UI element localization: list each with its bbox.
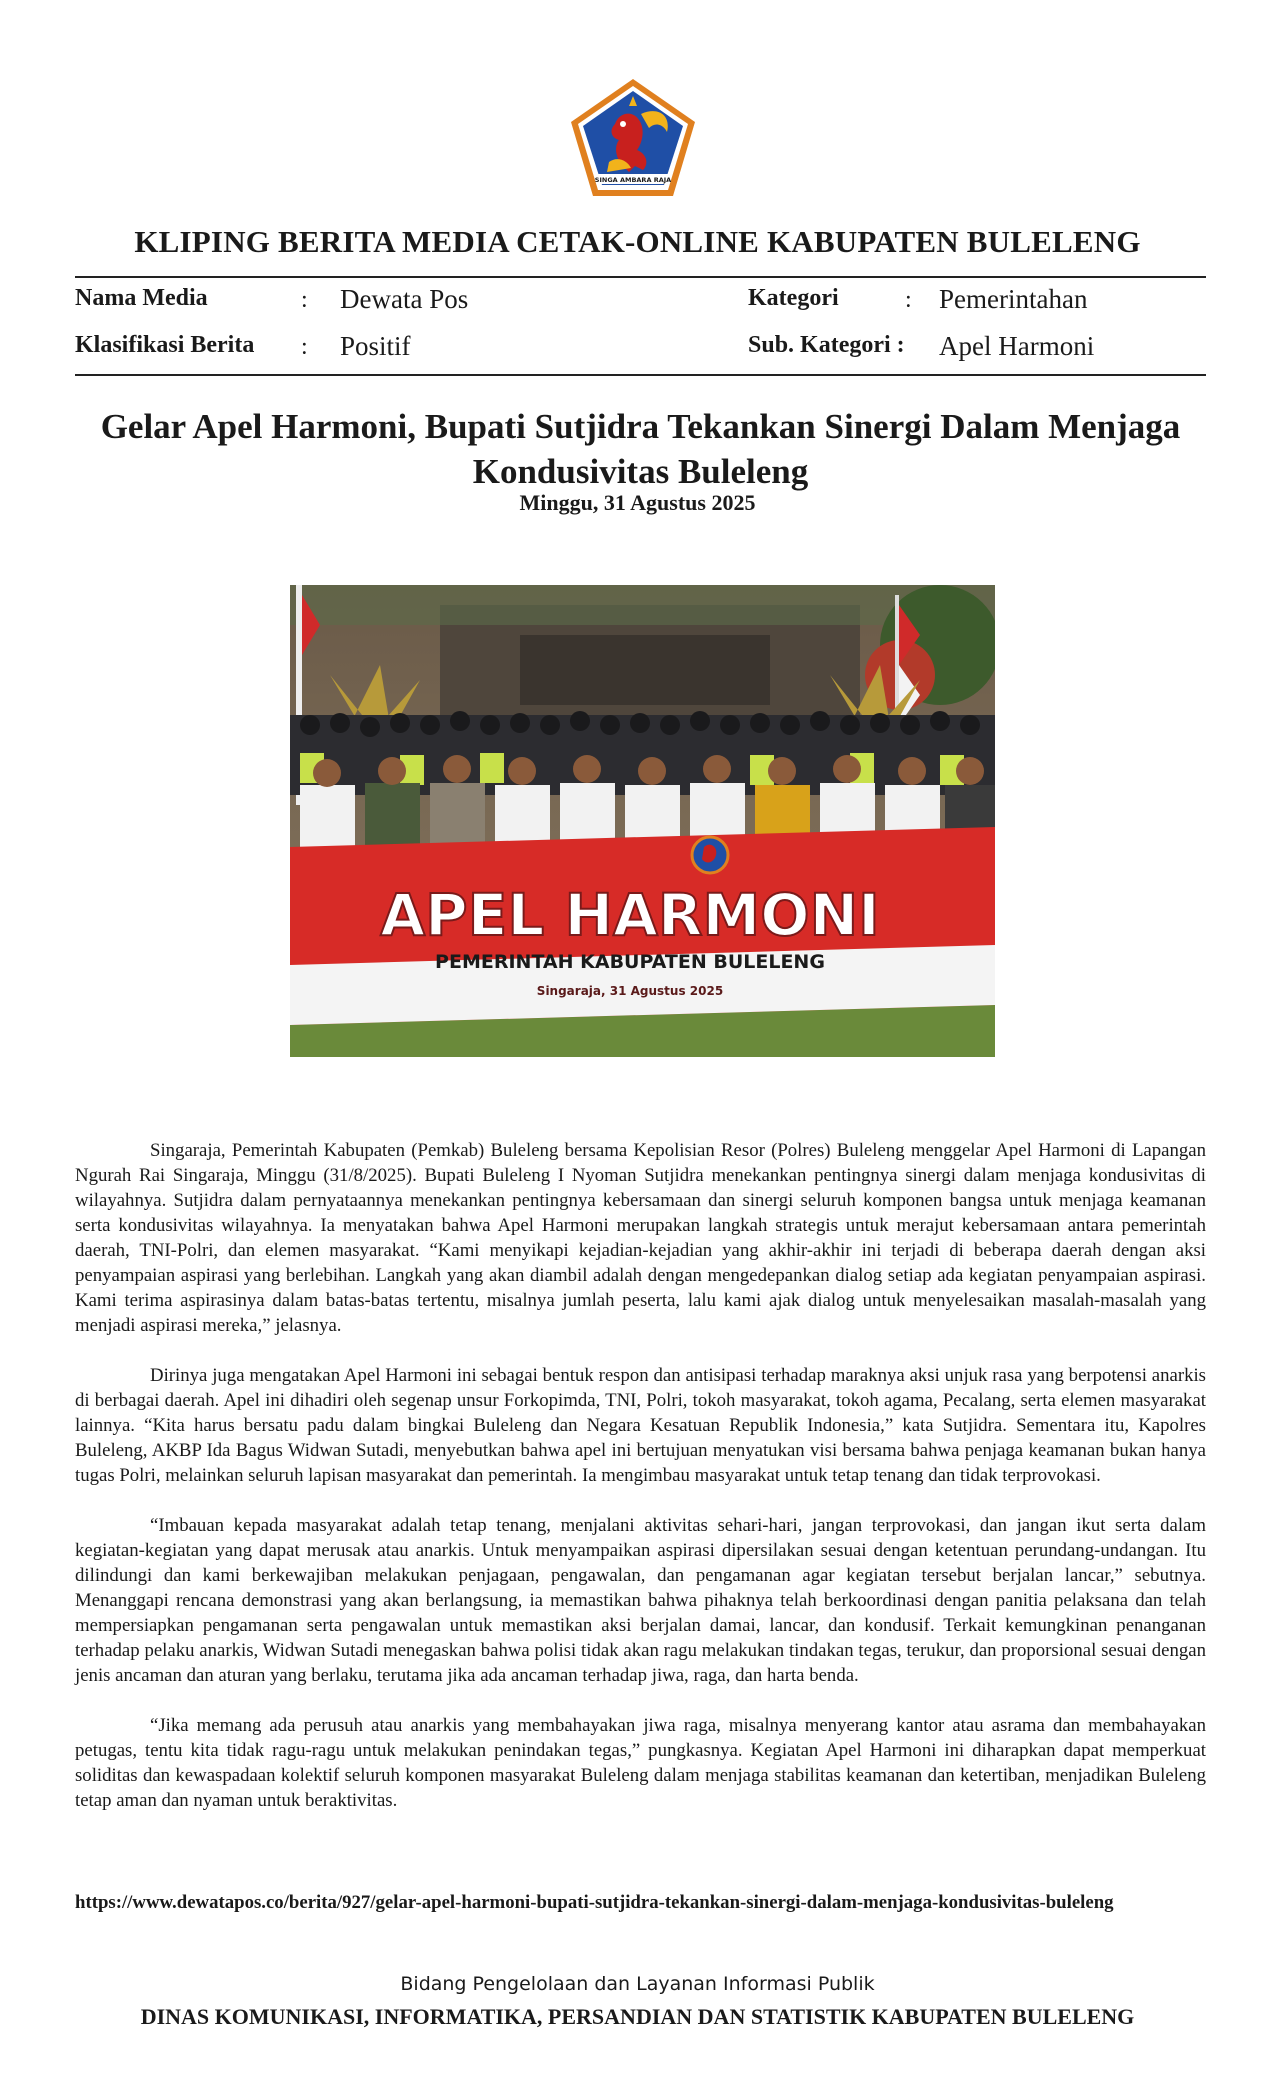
article-date: Minggu, 31 Agustus 2025 [519,490,756,515]
nama-media-value: Dewata Pos [340,284,469,314]
klasifikasi-label: Klasifikasi Berita [75,332,255,358]
article-paragraph-1: Singaraja, Pemerintah Kabupaten (Pemkab) Buleleng bersama Kepolisian Resor (Polres) Buleleng menggelar Apel Harmoni di Lapangan Ngurah Rai Singaraja, Minggu (31/8/2025). Bupati Buleleng I Nyoman Sutjidra menekankan pentingnya sinergi dalam menjaga kondusivitas di wilayahnya. Sutjidra dalam pernyataannya menekankan pentingnya kebersamaan dan sinergi seluruh komponen bangsa untuk menjaga keamanan serta kondusivitas wilayahnya. Ia menyatakan bahwa Apel Harmoni merupakan langkah strategis untuk merajut kebersamaan antara pemerintah daerah, TNI-Polri, dan elemen masyarakat. “Kami menyikapi kejadian-kejadian yang akhir-akhir ini terjadi di beberapa daerah dengan aksi penyampaian aspirasi yang berlebihan. Langkah yang akan diambil adalah dengan mengedepankan dialog setiap ada kegiatan penyampaian aspirasi. Kami terima aspirasinya dalam batas-batas tertentu, misalnya jumlah peserta, lalu kami ajak dialog untuk menyelesaikan masalah-masalah yang menjadi aspirasi mereka,” jelasnya. [75,1140,1206,1336]
article-photo [290,585,995,1057]
header-rule-top [75,276,1206,278]
banner-date-text: Singaraja, 31 Agustus 2025 [536,984,724,998]
article-paragraph-4: “Jika memang ada perusuh atau anarkis yang membahayakan jiwa raga, misalnya menyerang kantor atau asrama dan membahayakan petugas, tentu kita tidak ragu-ragu untuk melakukan penindakan tegas,” pungkasnya. Kegiatan Apel Harmoni ini diharapkan dapat memperkuat soliditas dan kewaspadaan kolektif seluruh komponen masyarakat Buleleng dalam menjaga stabilitas keamanan dan ketertiban, menjadikan Buleleng tetap aman dan nyaman untuk beraktivitas. [75,1715,1206,1811]
kategori-label: Kategori [748,285,839,311]
subkategori-label: Sub. Kategori : [748,332,905,358]
clipping-header-title: KLIPING BERITA MEDIA CETAK-ONLINE KABUPATEN BULELENG [134,224,1141,259]
kategori-colon: : [905,287,912,313]
source-url-link[interactable]: https://www.dewatapos.co/berita/927/gelar-apel-harmoni-bupati-sutjidra-tekankan-sinergi-dalam-menjaga-kondusivitas-buleleng [75,1892,1114,1913]
banner-sub-text: PEMERINTAH KABUPATEN BULELENG [435,951,825,973]
article-paragraph-3: “Imbauan kepada masyarakat adalah tetap tenang, menjalani aktivitas sehari-hari, jangan terprovokasi, dan jangan ikut serta dalam kegiatan-kegiatan yang dapat merusak atau anarkis. Untuk menyampaikan aspirasi dipersilakan sesuai dengan ketentuan perundang-undangan. Itu dilindungi dan kami berkewajiban melakukan penjagaan, pengawalan, dan pengamanan agar kegiatan tersebut berjalan lancar,” sebutnya. Menanggapi rencana demonstrasi yang akan berlangsung, ia memastikan bahwa pihaknya telah berkoordinasi dengan panitia pelaksana dan telah mempersiapkan pengamanan serta pengawalan untuk memastikan aksi berjalan damai, lancar, dan kondusif. Terkait kemungkinan penanganan terhadap pelaku anarkis, Widwan Sutadi menegaskan bahwa polisi tidak akan ragu melakukan tindakan tegas, terukur, dan proporsional sesuai dengan jenis ancaman dan aturan yang berlaku, terutama jika ada ancaman terhadap jiwa, raga, dan harta benda. [75,1515,1206,1686]
article-paragraph-2: Dirinya juga mengatakan Apel Harmoni ini sebagai bentuk respon dan antisipasi terhadap maraknya aksi unjuk rasa yang berpotensi anarkis di berbagai daerah. Apel ini dihadiri oleh segenap unsur Forkopimda, TNI, Polri, tokoh masyarakat, tokoh agama, Pecalang, serta elemen masyarakat lainnya. “Kita harus bersatu padu dalam bingkai Buleleng dan Negara Kesatuan Republik Indonesia,” kata Sutjidra. Sementara itu, Kapolres Buleleng, AKBP Ida Bagus Widwan Sutadi, menyebutkan bahwa apel ini bertujuan menyatukan visi bersama bahwa penjaga keamanan bukan hanya tugas Polri, melainkan seluruh lapisan masyarakat dan pemerintah. Ia mengimbau masyarakat untuk tetap tenang dan tidak terprovokasi. [75,1365,1206,1486]
article-body [75,1138,1206,1838]
footer-division: Bidang Pengelolaan dan Layanan Informasi Publik [400,1973,875,1995]
klasifikasi-colon: : [301,334,308,360]
buleleng-crest-icon [567,76,699,200]
logo-seal-text: SINGA AMBARA RAJA [594,176,672,184]
article-title: Gelar Apel Harmoni, Bupati Sutjidra Tekankan Sinergi Dalam Menjaga Kondusivitas Buleleng [100,407,1181,491]
klasifikasi-value: Positif [340,331,411,361]
footer-agency: DINAS KOMUNIKASI, INFORMATIKA, PERSANDIAN DAN STATISTIK KABUPATEN BULELENG [140,2004,1135,2029]
kategori-value: Pemerintahan [939,284,1088,314]
header-rule-bottom [75,374,1206,376]
subkategori-value: Apel Harmoni [939,331,1095,361]
buleleng-logo [567,76,699,200]
nama-media-colon: : [301,287,308,313]
banner-main-text: APEL HARMONI [380,881,880,949]
nama-media-label: Nama Media [75,285,208,311]
